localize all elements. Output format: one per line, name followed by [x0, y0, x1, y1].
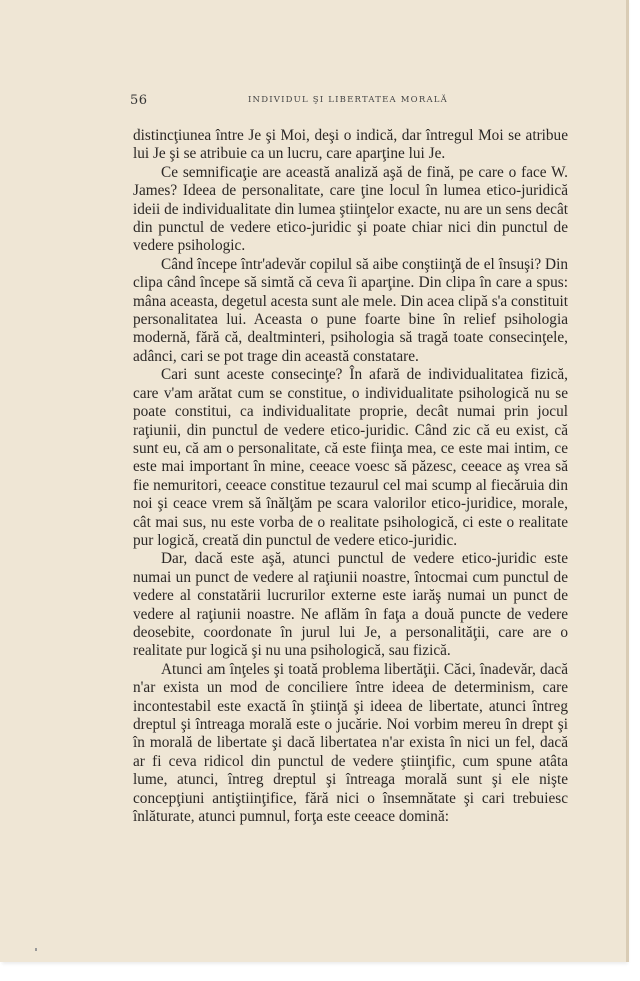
body-text — [133, 127, 568, 826]
paragraph: Ce semnificaţie are această analiză aşă de fină, pe care o face W. James? Ideea de personalitate, care ţine locul în lumea etico-juridică ideii de individualitate din lumea ştiinţelor exacte, nu are un sens decât din punctul de vedere etico-juridic şi poate chiar nici din punctul de vedere psihologic. — [133, 163, 568, 255]
paragraph: Dar, dacă este aşă, atunci punctul de vedere etico-juridic este numai un punct de vedere al raţiunii noastre, întocmai cum punctul de vedere al constatării lucrurilor externe este iarăş numai un punct de vedere al raţiunii noastre. Ne aflăm în faţa a două puncte de vedere deosebite, coordonate în jurul lui Je, a personalităţii, care are o realitate pur logică şi nu una psihologică, sau fizică. — [133, 550, 568, 660]
paragraph: Atunci am înţeles şi toată problema libertăţii. Căci, înadevăr, dacă n'ar exista un mod de conciliere între ideea de determinism, care incontestabil este exactă în ştiinţă şi ideea de libertate, atunci întreg dreptul şi întreaga morală este o jucărie. Noi vorbim mereu în drept şi în morală de libertate şi dacă libertatea n'ar exista în nici un fel, dacă ar fi ceva ridicol din punctul de vedere ştiinţific, cum spune atâta lume, atunci, întreg dreptul şi întreaga morală sunt şi ele nişte concepţiuni antiştiinţifice, fără nici o însemnătate şi cari trebuiesc înlăturate, atunci pumnul, forţa este ceeace domină: — [133, 660, 568, 826]
running-head: INDIVIDUL ŞI LIBERTATEA MORALĂ — [248, 95, 448, 105]
page-number: 56 — [130, 93, 148, 108]
page-edge — [626, 0, 629, 962]
paragraph: distincţiunea între Je şi Moi, deşi o indică, dar întregul Moi se atribue lui Je şi se atribuie ca un lucru, care aparţine lui Je. — [133, 127, 568, 163]
paragraph: Când începe într'adevăr copilul să aibe conştiinţă de el însuşi? Din clipa când începe să simtă că ceva îi aparţine. Din clipa în care a spus: mâna aceasta, degetul acesta sunt ale mele. Din acea clipă s'a constituit personalitatea lui. Aceasta o pune foarte bine în relief psihologia modernă, fără că, dealtminteri, psihologia să tragă toate consecinţele, adânci, cari se pot trage din această constatare. — [133, 255, 568, 365]
page-header — [130, 93, 570, 109]
paragraph: Cari sunt aceste consecinţe? În afară de individualitatea fizică, care v'am arătat cum se constitue, o individualitate psihologică nu se poate constitui, ca individualitate proprie, decât numai prin jocul raţiunii, din punctul de vedere etico-juridic. Când zic că eu exist, că sunt eu, că am o personalitate, că este fiinţa mea, ce este mai intim, ce este mai important în mine, ceeace voesc să păzesc, ceeace aş vrea să fie nemuritori, ceeace constitue tezaurul cel mai scump al fiecăruia din noi şi ceace vrem să înălţăm pe scara valorilor etico-juridice, morale, cât mai sus, nu este vorba de o realitate psihologică, ci este o realitate pur logică, creată din punctul de vedere etico-juridic. — [133, 366, 568, 549]
scan-speck — [35, 948, 37, 951]
